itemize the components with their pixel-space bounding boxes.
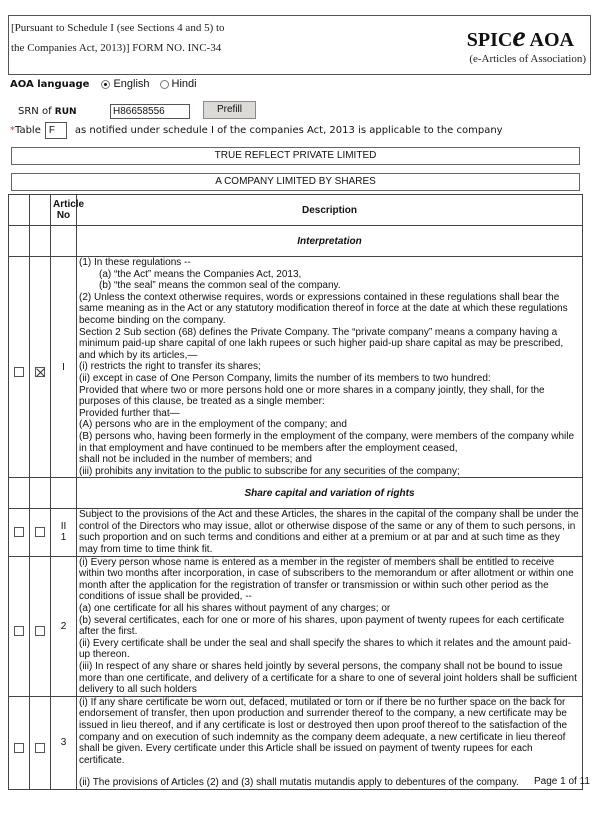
form-reference-line-1: [Pursuant to Schedule I (see Sections 4 and 5) to bbox=[11, 22, 225, 34]
empty-cell bbox=[51, 478, 77, 509]
checkbox-cell bbox=[9, 556, 30, 696]
language-option-english-label: English bbox=[113, 78, 150, 90]
srn-label bbox=[18, 106, 77, 117]
logo-subtitle: (e-Articles of Association) bbox=[469, 53, 586, 65]
select-checkbox[interactable] bbox=[14, 626, 24, 636]
articles-table bbox=[8, 194, 583, 790]
desc-line: (i) restricts the right to transfer its shares; bbox=[79, 361, 261, 373]
desc-line: (iii) In respect of any share or shares held jointly by several persons, the company shall not be bound to issue more than one certificate, and delivery of a certificate for a share to one of several joint holders shall be sufficient delivery to all such holders bbox=[79, 661, 577, 696]
logo-text-prefix: SPIC bbox=[466, 29, 513, 51]
checked-checkbox-icon[interactable] bbox=[35, 367, 45, 377]
section-row bbox=[9, 478, 583, 509]
select-checkbox[interactable] bbox=[14, 367, 24, 377]
radio-selected-icon[interactable] bbox=[101, 80, 110, 89]
select-checkbox[interactable] bbox=[14, 527, 24, 537]
spice-aoa-logo bbox=[467, 20, 574, 54]
header-alter-col bbox=[30, 195, 51, 226]
alter-checkbox[interactable] bbox=[35, 626, 45, 636]
select-checkbox[interactable] bbox=[14, 743, 24, 753]
article-description bbox=[77, 509, 583, 556]
checkbox-cell bbox=[30, 509, 51, 556]
empty-cell bbox=[30, 478, 51, 509]
section-title-interpretation: Interpretation bbox=[77, 226, 583, 257]
article-number bbox=[51, 509, 77, 556]
language-option-hindi-label: Hindi bbox=[171, 78, 197, 90]
header-description: Description bbox=[77, 195, 583, 226]
table-input[interactable]: F bbox=[45, 122, 67, 139]
page-number: Page 1 of 11 bbox=[534, 776, 590, 787]
article-description bbox=[77, 257, 583, 478]
checkbox-cell bbox=[30, 696, 51, 789]
desc-line: (a) “the Act” means the Companies Act, 2013, bbox=[99, 268, 302, 280]
checkbox-cell bbox=[9, 696, 30, 789]
desc-line: shall not be included in the number of members; and bbox=[79, 454, 312, 466]
radio-unselected-icon[interactable] bbox=[160, 80, 169, 89]
article-number: 3 bbox=[51, 696, 77, 789]
checkbox-cell bbox=[30, 556, 51, 696]
srn-label-prefix: SRN of bbox=[18, 106, 55, 117]
desc-line: (B) persons who, having been formerly in the employment of the company, were members of the company while in that employment and have continued to be members after the employment ceased, bbox=[79, 430, 575, 454]
language-option-english[interactable] bbox=[101, 78, 149, 90]
alter-checkbox[interactable] bbox=[35, 743, 45, 753]
empty-cell bbox=[9, 478, 30, 509]
company-type-field[interactable]: A COMPANY LIMITED BY SHARES bbox=[11, 173, 580, 191]
desc-line: (1) In these regulations -- bbox=[79, 257, 191, 268]
article-description bbox=[77, 696, 583, 789]
table-label: Table bbox=[15, 125, 41, 136]
alter-checkbox[interactable] bbox=[35, 527, 45, 537]
desc-line: Subject to the provisions of the Act and these Articles, the shares in the capital of the company shall be under the control of the Directors who may issue, allot or otherwise dispose of the same or any of them to such persons, in such proportion and on such terms and conditions and either at a premium or at par and at such time as they may from time to time think fit. bbox=[79, 509, 579, 556]
checkbox-cell bbox=[30, 257, 51, 478]
aoa-language-label: AOA language bbox=[10, 78, 90, 90]
section-row bbox=[9, 226, 583, 257]
company-name-field[interactable]: TRUE REFLECT PRIVATE LIMITED bbox=[11, 147, 580, 165]
empty-cell bbox=[30, 226, 51, 257]
table-description: as notified under schedule I of the companies Act, 2013 is applicable to the company bbox=[74, 125, 503, 136]
table-row bbox=[9, 556, 583, 696]
desc-line: (2) Unless the context otherwise requires, words or expressions contained in these regulations shall bear the same meaning as in the Act or any statutory modification thereof in force at the date at which these regulations become binding on the company. bbox=[79, 291, 568, 326]
empty-cell bbox=[9, 226, 30, 257]
table-header-row bbox=[9, 195, 583, 226]
desc-line: (b) several certificates, each for one or more of his shares, upon payment of twenty rupees for each certificate after the first. bbox=[79, 614, 565, 638]
empty-cell bbox=[51, 226, 77, 257]
header-select-col bbox=[9, 195, 30, 226]
desc-line: (a) one certificate for all his shares without payment of any charges; or bbox=[79, 603, 391, 615]
srn-input[interactable]: H86658556 bbox=[110, 104, 190, 119]
desc-line: (iii) prohibits any invitation to the public to subscribe for any securities of the company; bbox=[79, 465, 460, 477]
article-number: I bbox=[51, 257, 77, 478]
table-row bbox=[9, 257, 583, 478]
desc-line: (b) “the seal” means the common seal of the company. bbox=[99, 280, 341, 292]
desc-line: Provided that where two or more persons hold one or more shares in a company jointly, they shall, for the purposes of this clause, be treated as a single member: bbox=[79, 384, 545, 408]
header-article-no: Article No bbox=[51, 195, 77, 226]
desc-line: (A) persons who are in the employment of the company; and bbox=[79, 419, 347, 431]
article-number-part: II bbox=[60, 521, 67, 533]
blank-line bbox=[79, 766, 580, 777]
required-marker: * bbox=[10, 125, 15, 136]
srn-label-run: RUN bbox=[54, 107, 77, 117]
table-row bbox=[9, 509, 583, 556]
logo-text-suffix: AOA bbox=[525, 29, 574, 51]
article-number-part: 1 bbox=[60, 532, 67, 544]
desc-line: (i) If any share certificate be worn out, defaced, mutilated or torn or if there be no further space on the back for endorsement of transfer, then upon production and surrender thereof to the company, a new certificate may be issued in lieu thereof, and if any certificate is lost or destroyed then upon proof thereof to the satisfaction of the company and on execution of such indemnity as the company deem adequate, a new certificate in lieu thereof shall be given. Every certificate under this Article shall be issued on payment of twenty rupees for each certificate. bbox=[79, 696, 568, 766]
form-header bbox=[8, 15, 591, 75]
prefill-button[interactable]: Prefill bbox=[203, 101, 256, 119]
srn-row bbox=[18, 101, 318, 123]
desc-line: (ii) Every certificate shall be under the seal and shall specify the shares to which it relates and the amount paid-up thereon. bbox=[79, 637, 571, 661]
desc-line: (i) Every person whose name is entered as a member in the register of members shall be entitled to receive within two months after incorporation, in case of subscribers to the memorandum or after allotment or within one month after the application for the registration of transfer or transmission or within such other period as the conditions of issue shall be provided, -- bbox=[79, 556, 574, 603]
table-row bbox=[9, 696, 583, 789]
language-option-hindi[interactable] bbox=[160, 78, 197, 90]
desc-line: (ii) except in case of One Person Company, limits the number of its members to two hundred: bbox=[79, 372, 491, 384]
checkbox-cell bbox=[9, 257, 30, 478]
section-title-share-capital: Share capital and variation of rights bbox=[77, 478, 583, 509]
desc-line: Provided further that— bbox=[79, 407, 180, 419]
logo-e-glyph: e bbox=[512, 20, 526, 53]
form-reference bbox=[11, 18, 225, 58]
desc-line: Section 2 Sub section (68) defines the Private Company. The “private company” means a company having a minimum paid-up share capital of one lakh rupees or such higher paid-up share capital as may be prescribed, and which by its articles,— bbox=[79, 326, 564, 361]
form-reference-line-2: the Companies Act, 2013)] FORM NO. INC-34 bbox=[11, 42, 222, 54]
article-number: 2 bbox=[51, 556, 77, 696]
desc-line: (ii) The provisions of Articles (2) and (3) shall mutatis mutandis apply to debentures of the company. bbox=[79, 777, 519, 789]
article-description bbox=[77, 556, 583, 696]
aoa-language-selector bbox=[10, 78, 207, 90]
table-selector-row bbox=[10, 122, 503, 139]
checkbox-cell bbox=[9, 509, 30, 556]
